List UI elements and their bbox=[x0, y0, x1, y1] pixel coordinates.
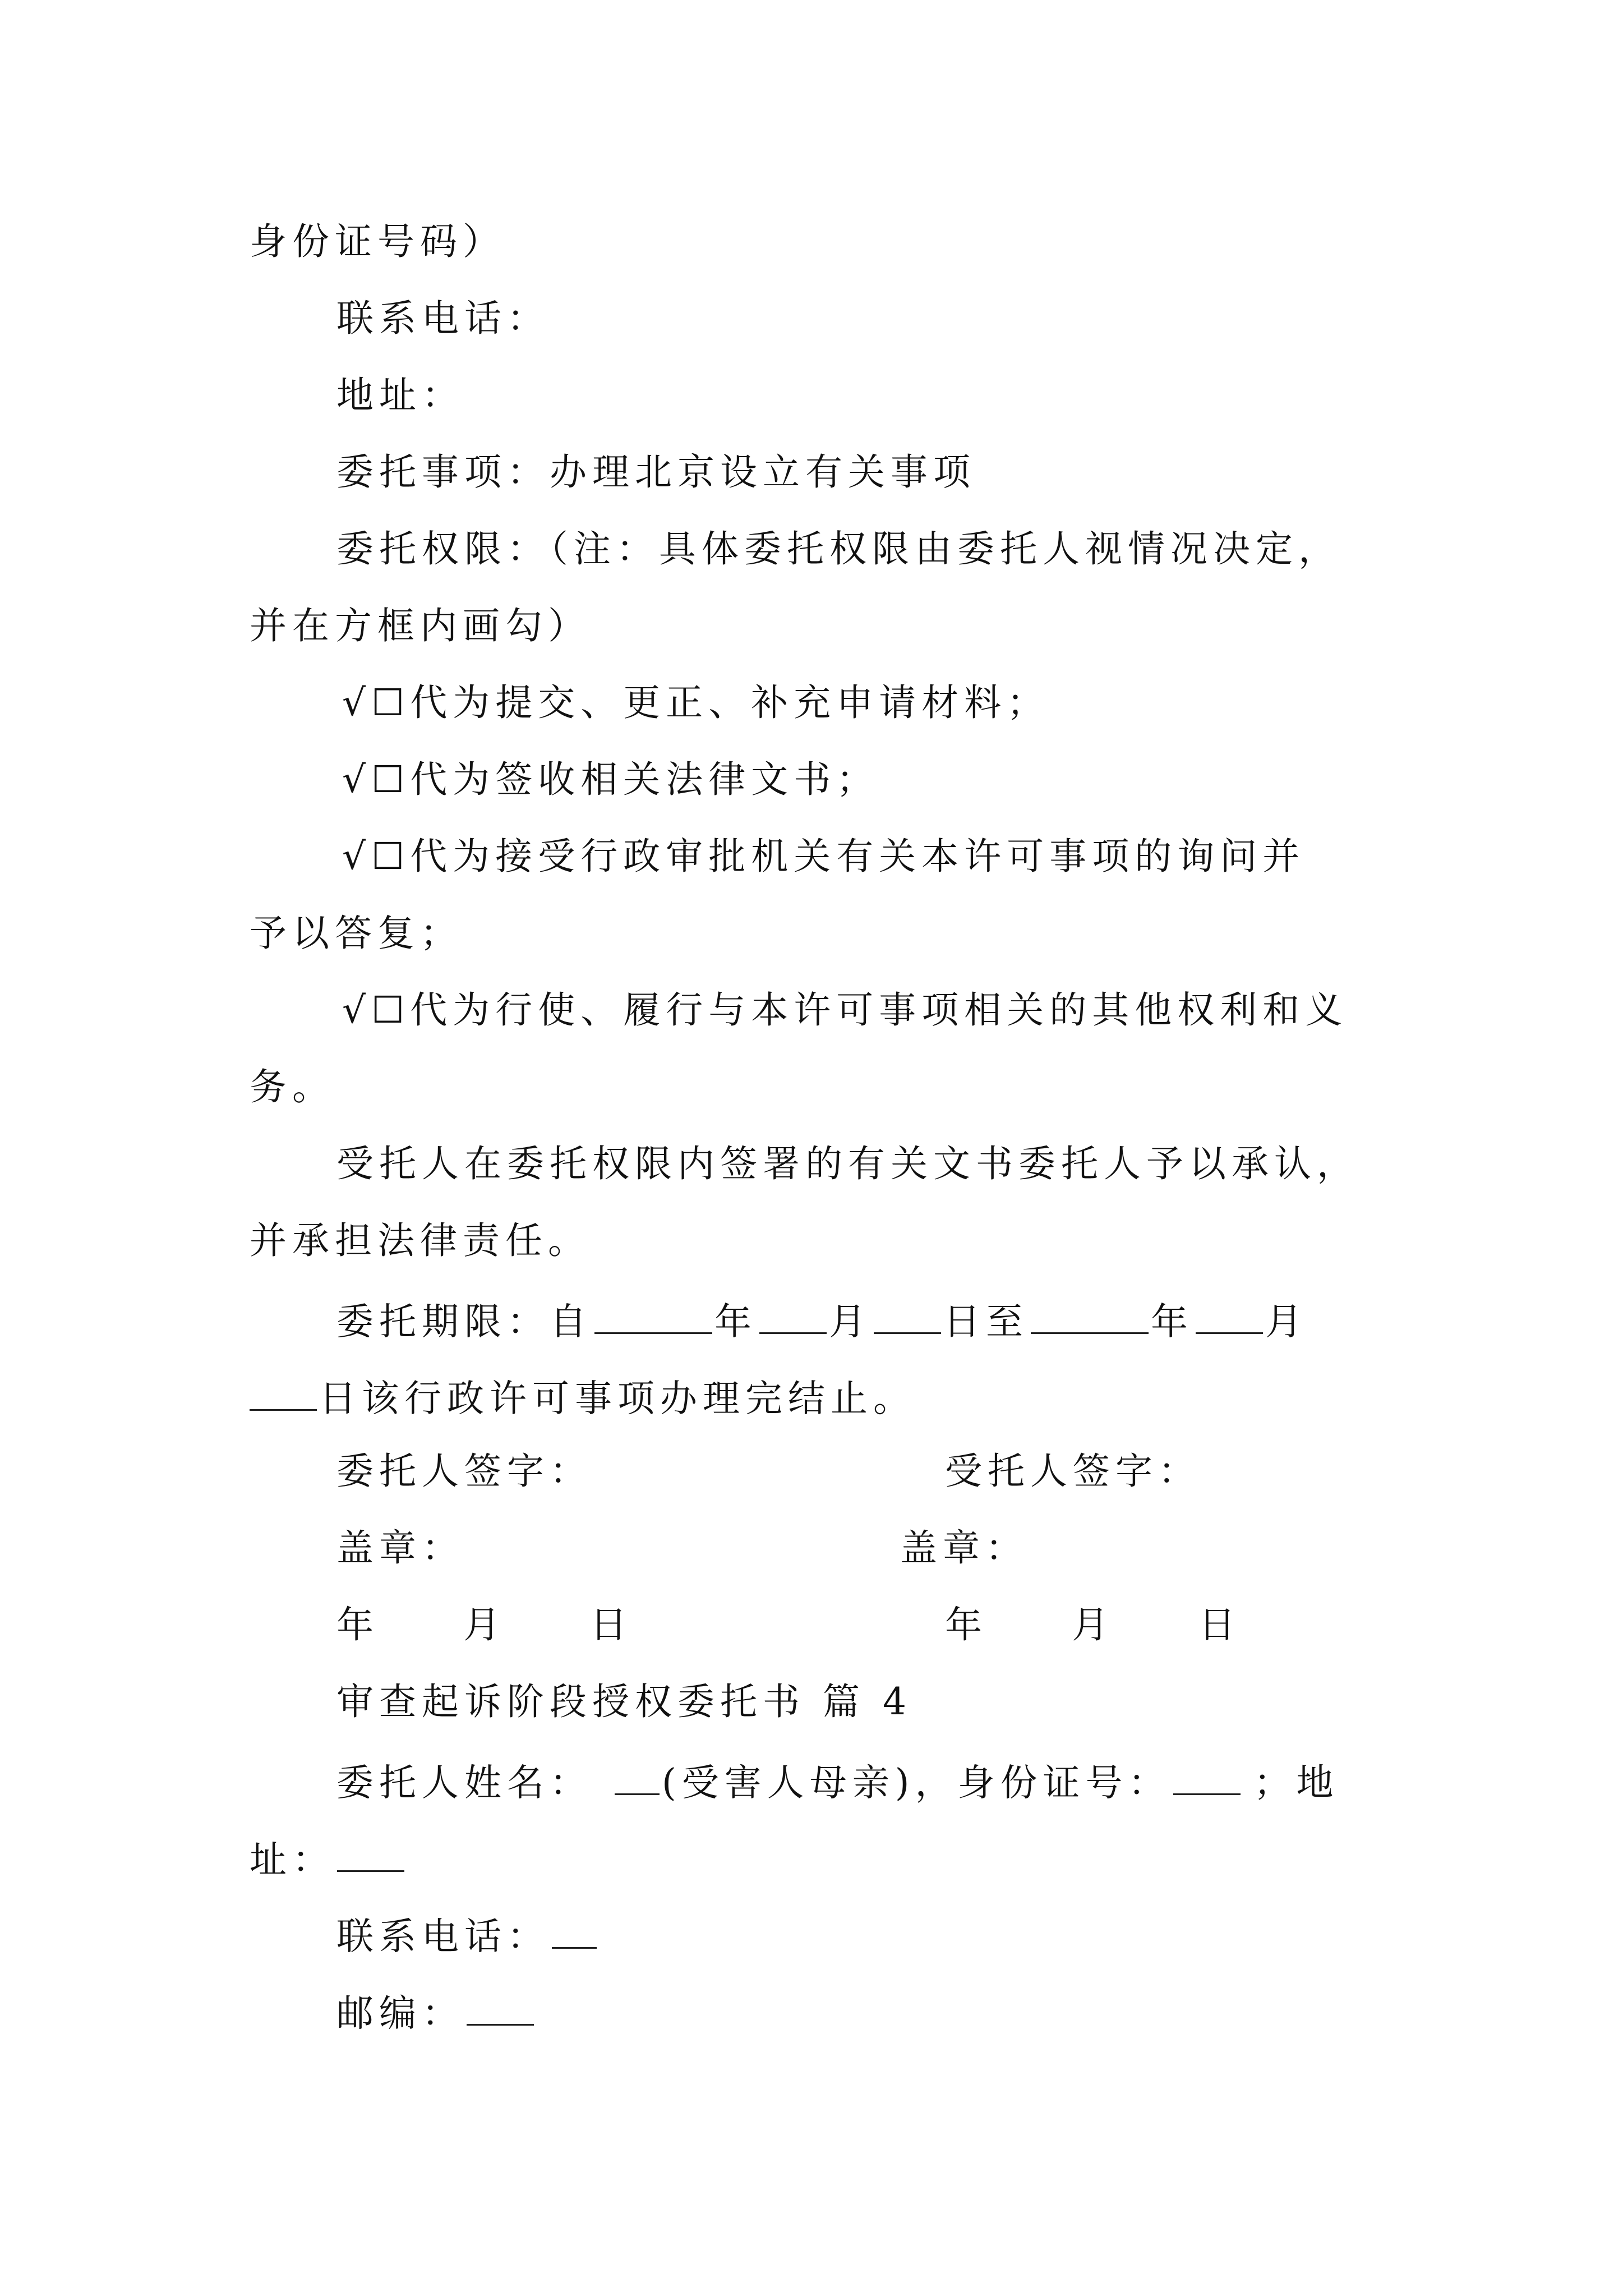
blank-address bbox=[337, 1837, 404, 1872]
text-line-client-phone bbox=[336, 1914, 599, 1958]
client-name-note: (受害人母亲)，身份证号： bbox=[662, 1761, 1171, 1805]
left-date-day: 日 bbox=[590, 1603, 633, 1646]
period-year-2: 年 bbox=[1151, 1300, 1193, 1343]
blank-day-2 bbox=[250, 1376, 317, 1411]
period-tail: 日该行政许可事项办理完结止。 bbox=[319, 1377, 916, 1420]
period-year-1: 年 bbox=[714, 1300, 757, 1343]
blank-year-2 bbox=[1031, 1299, 1149, 1334]
text-line-inquiry-cont: 予以答复； bbox=[250, 912, 463, 955]
left-date-year: 年 bbox=[336, 1603, 379, 1646]
blank-month-1 bbox=[759, 1299, 827, 1334]
client-phone-label: 联系电话： bbox=[336, 1915, 550, 1958]
right-seal-label: 盖章： bbox=[900, 1526, 1028, 1570]
period-label: 委托期限：自 bbox=[336, 1300, 592, 1343]
blank-year-1 bbox=[594, 1299, 712, 1334]
blank-month-2 bbox=[1196, 1299, 1263, 1334]
right-date-day: 日 bbox=[1198, 1603, 1241, 1646]
blank-id-number bbox=[1173, 1760, 1241, 1795]
left-date-month: 月 bbox=[463, 1603, 506, 1646]
blank-day-1 bbox=[874, 1299, 941, 1334]
period-day-1: 日至 bbox=[943, 1300, 1029, 1343]
text-line-liability: 并承担法律责任。 bbox=[250, 1219, 591, 1262]
text-line-acknowledge: 受托人在委托权限内签署的有关文书委托人予以承认， bbox=[336, 1142, 1359, 1185]
period-month-2: 月 bbox=[1265, 1300, 1308, 1343]
right-date-year: 年 bbox=[945, 1603, 988, 1646]
client-zip-label: 邮编： bbox=[336, 1991, 464, 2035]
text-line-address: 地址： bbox=[336, 374, 464, 417]
text-line-period-cont bbox=[250, 1376, 916, 1420]
right-date-month: 月 bbox=[1072, 1603, 1114, 1646]
client-sep: ；地 bbox=[1253, 1761, 1339, 1805]
text-line-client-name bbox=[336, 1760, 1339, 1805]
text-line-matter: 委托事项：办理北京设立有关事项 bbox=[336, 450, 976, 494]
text-line-authority: 委托权限：（注：具体委托权限由委托人视情况决定， bbox=[336, 527, 1341, 570]
checkbox-item-sign: √☐代为签收相关法律文书； bbox=[342, 758, 879, 801]
section-title: 审查起诉阶段授权委托书 篇 4 bbox=[336, 1680, 912, 1723]
blank-phone bbox=[552, 1914, 597, 1949]
client-name-label: 委托人姓名： bbox=[336, 1761, 592, 1805]
text-line-authority-cont: 并在方框内画勾） bbox=[250, 604, 591, 647]
checkbox-item-submit: √☐代为提交、更正、补充申请材料； bbox=[342, 681, 1050, 724]
left-seal-label: 盖章： bbox=[336, 1526, 464, 1570]
text-line-client-zip bbox=[336, 1991, 536, 2035]
text-line-client-address bbox=[250, 1837, 407, 1881]
blank-client-name bbox=[615, 1760, 660, 1795]
checkbox-item-inquiry: √☐代为接受行政审批机关有关本许可事项的询问并 bbox=[342, 835, 1306, 878]
right-signature-label: 受托人签字： bbox=[945, 1450, 1201, 1493]
left-date bbox=[336, 1603, 633, 1646]
right-date bbox=[945, 1603, 1241, 1646]
text-line-phone: 联系电话： bbox=[336, 297, 550, 340]
checkbox-item-rights: √☐代为行使、履行与本许可事项相关的其他权利和义 bbox=[342, 988, 1348, 1032]
text-line-rights-cont: 务。 bbox=[250, 1065, 335, 1108]
period-month-1: 月 bbox=[829, 1300, 872, 1343]
text-line-period bbox=[336, 1299, 1308, 1343]
text-line-id-number: 身份证号码） bbox=[250, 220, 505, 263]
left-signature-label: 委托人签字： bbox=[336, 1450, 592, 1493]
blank-zip bbox=[467, 1991, 534, 2026]
client-address-label: 址： bbox=[250, 1838, 335, 1881]
